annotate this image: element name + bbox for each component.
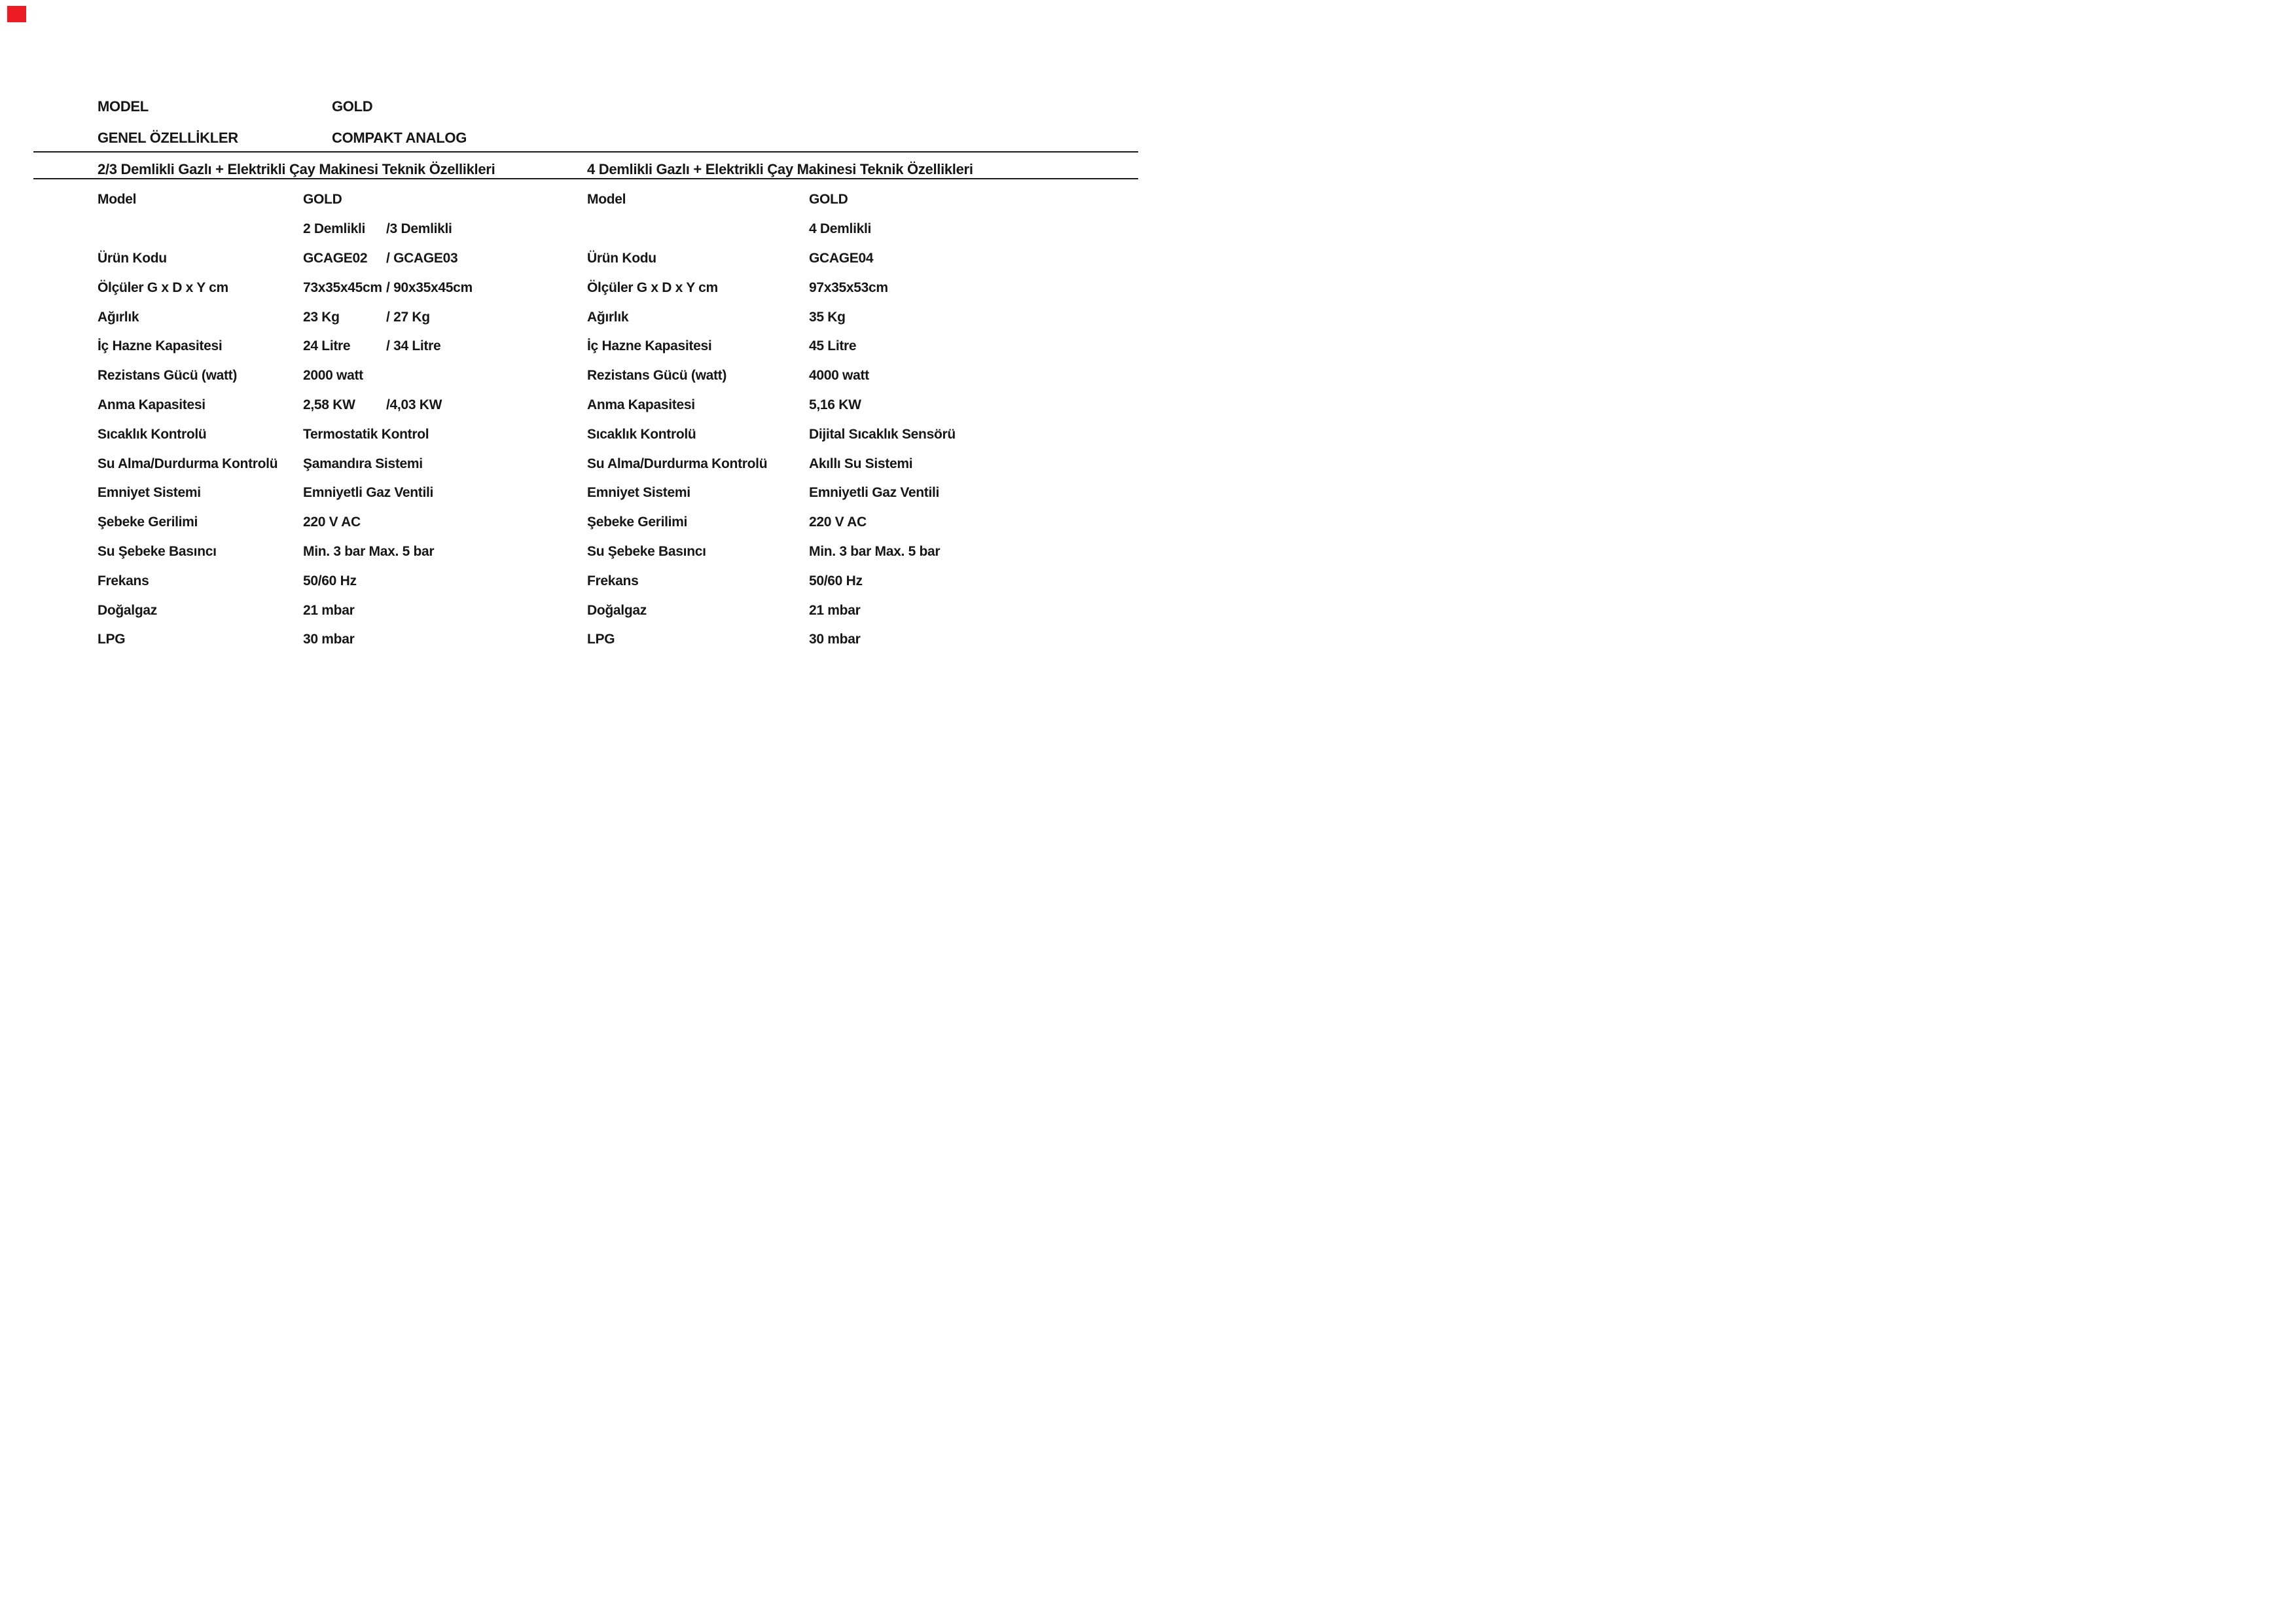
spec-row — [587, 420, 1140, 449]
header-features-row — [98, 130, 467, 147]
spec-value-primary: 5,16 KW — [809, 397, 861, 412]
spec-row — [98, 185, 582, 215]
spec-row — [98, 391, 582, 420]
spec-row — [98, 596, 582, 625]
spec-row — [98, 420, 582, 449]
spec-value-primary: 23 Kg — [303, 309, 340, 325]
spec-value-primary: GOLD — [809, 192, 848, 208]
header-features-value: COMPAKT ANALOG — [332, 130, 467, 146]
spec-value-primary: GCAGE02 — [303, 250, 368, 266]
header-features-label: GENEL ÖZELLİKLER — [98, 130, 238, 146]
spec-row — [98, 361, 582, 391]
spec-label: Frekans — [587, 573, 639, 588]
divider-top — [33, 151, 1138, 153]
spec-row — [98, 215, 582, 244]
spec-label: Doğalgaz — [587, 602, 647, 618]
spec-value-primary: 21 mbar — [303, 602, 355, 618]
spec-label: Şebeke Gerilimi — [587, 514, 688, 530]
spec-label: Sıcaklık Kontrolü — [98, 426, 207, 442]
spec-row — [587, 391, 1140, 420]
spec-value-primary: GOLD — [303, 192, 342, 208]
spec-label: İç Hazne Kapasitesi — [98, 338, 223, 354]
spec-value-primary: GCAGE04 — [809, 250, 874, 266]
spec-row — [587, 596, 1140, 625]
spec-label: Su Alma/Durdurma Kontrolü — [98, 456, 278, 471]
spec-value-primary: 220 V AC — [303, 514, 361, 530]
spec-row — [587, 215, 1140, 244]
spec-value-primary: 2,58 KW — [303, 397, 355, 412]
spec-value-primary: 220 V AC — [809, 514, 867, 530]
right-table-title: 4 Demlikli Gazlı + Elektrikli Çay Makinesi Teknik Özellikleri — [587, 161, 973, 177]
spec-row — [587, 478, 1140, 508]
spec-row — [587, 185, 1140, 215]
spec-row — [98, 478, 582, 508]
spec-row — [98, 537, 582, 567]
spec-row — [587, 566, 1140, 596]
spec-value-primary: Emniyetli Gaz Ventili — [303, 485, 434, 501]
spec-row — [587, 537, 1140, 567]
spec-label: Anma Kapasitesi — [98, 397, 206, 412]
spec-table-4-demlikli — [587, 185, 1140, 655]
spec-label: Model — [98, 192, 137, 208]
spec-row — [587, 449, 1140, 478]
spec-row — [587, 508, 1140, 537]
spec-value-primary: Min. 3 bar Max. 5 bar — [303, 543, 435, 559]
spec-value-primary: 73x35x45cm — [303, 280, 382, 295]
spec-table-2-3-demlikli — [98, 185, 582, 655]
spec-row — [587, 244, 1140, 274]
spec-value-primary: 2 Demlikli — [303, 221, 366, 237]
spec-label: Su Şebeke Basıncı — [98, 543, 217, 559]
spec-row — [98, 244, 582, 274]
spec-value-primary: 50/60 Hz — [809, 573, 863, 588]
spec-label: Ölçüler G x D x Y cm — [98, 280, 228, 295]
spec-value-secondary: / GCAGE03 — [386, 250, 458, 266]
spec-label: Rezistans Gücü (watt) — [98, 368, 238, 384]
spec-row — [98, 508, 582, 537]
spec-value-secondary: / 27 Kg — [386, 309, 430, 325]
spec-label: Ürün Kodu — [98, 250, 167, 266]
spec-value-primary: Dijital Sıcaklık Sensörü — [809, 426, 956, 442]
spec-label: Anma Kapasitesi — [587, 397, 695, 412]
spec-label: Frekans — [98, 573, 149, 588]
spec-value-secondary: / 34 Litre — [386, 338, 441, 354]
spec-label: Şebeke Gerilimi — [98, 514, 198, 530]
spec-value-primary: 21 mbar — [809, 602, 861, 618]
spec-row — [98, 273, 582, 302]
spec-row — [98, 332, 582, 361]
spec-label: Doğalgaz — [98, 602, 157, 618]
header-model-value: GOLD — [332, 98, 373, 115]
spec-value-primary: 35 Kg — [809, 309, 846, 325]
spec-row — [587, 332, 1140, 361]
spec-label: Ağırlık — [98, 309, 139, 325]
spec-label: Su Alma/Durdurma Kontrolü — [587, 456, 768, 471]
spec-value-primary: 4 Demlikli — [809, 221, 872, 237]
spec-value-primary: 97x35x53cm — [809, 280, 888, 295]
spec-row — [98, 566, 582, 596]
spec-row — [98, 302, 582, 332]
spec-row — [587, 302, 1140, 332]
spec-value-primary: Min. 3 bar Max. 5 bar — [809, 543, 941, 559]
spec-label: Sıcaklık Kontrolü — [587, 426, 696, 442]
spec-value-secondary: /3 Demlikli — [386, 221, 452, 237]
spec-label: LPG — [98, 632, 126, 647]
spec-row — [587, 361, 1140, 391]
spec-value-primary: Emniyetli Gaz Ventili — [809, 485, 940, 501]
spec-value-secondary: / 90x35x45cm — [386, 280, 473, 295]
spec-row — [587, 625, 1140, 655]
spec-value-primary: 50/60 Hz — [303, 573, 357, 588]
spec-label: Emniyet Sistemi — [98, 485, 201, 501]
spec-value-primary: 2000 watt — [303, 368, 363, 384]
spec-label: Ürün Kodu — [587, 250, 656, 266]
left-table-title: 2/3 Demlikli Gazlı + Elektrikli Çay Makinesi Teknik Özellikleri — [98, 161, 495, 177]
spec-row — [587, 273, 1140, 302]
spec-value-secondary: /4,03 KW — [386, 397, 442, 412]
header-model-label: MODEL — [98, 98, 149, 115]
spec-label: Ölçüler G x D x Y cm — [587, 280, 718, 295]
spec-value-primary: 30 mbar — [303, 632, 355, 647]
spec-value-primary: Şamandıra Sistemi — [303, 456, 423, 471]
spec-row — [98, 449, 582, 478]
spec-label: Ağırlık — [587, 309, 629, 325]
red-corner-mark — [7, 6, 26, 22]
spec-value-primary: Akıllı Su Sistemi — [809, 456, 913, 471]
spec-label: Su Şebeke Basıncı — [587, 543, 706, 559]
spec-label: LPG — [587, 632, 615, 647]
spec-label: İç Hazne Kapasitesi — [587, 338, 712, 354]
spec-value-primary: 24 Litre — [303, 338, 351, 354]
spec-sheet-page — [0, 0, 1148, 812]
header-model-row — [98, 98, 372, 115]
spec-label: Emniyet Sistemi — [587, 485, 691, 501]
spec-label: Model — [587, 192, 626, 208]
divider-bottom — [33, 178, 1138, 179]
spec-value-primary: 30 mbar — [809, 632, 861, 647]
spec-value-primary: 4000 watt — [809, 368, 869, 384]
spec-value-primary: Termostatik Kontrol — [303, 426, 429, 442]
spec-row — [98, 625, 582, 655]
spec-value-primary: 45 Litre — [809, 338, 857, 354]
spec-label: Rezistans Gücü (watt) — [587, 368, 727, 384]
